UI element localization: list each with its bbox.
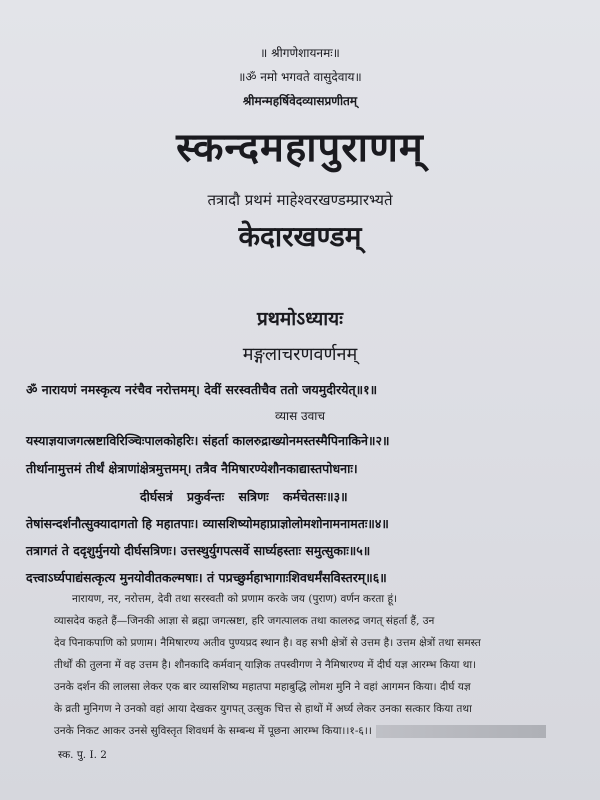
translation-line-5: उनके दर्शन की लालसा लेकर एक बार व्यासशिष्य महातपा महाबुद्धि लोमश मुनि ने वहां आगमन किया। दीर्घ यज्ञ xyxy=(54,681,471,693)
khanda-title: केदारखण्डम् xyxy=(238,220,362,253)
verse-3a: तीर्थानामुत्तमं तीर्थं क्षेत्राणांक्षेत्रमुत्तमम्। तत्रैव नैमिषारण्येशौनकाद्यास्तपोधनाः। xyxy=(26,461,358,476)
translation-line-6: के व्रती मुनिगण ने उनको वहां आया देखकर युगपत् उत्सुक चित्त से हाथों में अर्घ्य लेकर उनका सत्कार किया तथा xyxy=(54,703,472,715)
translation-line-7 xyxy=(54,724,546,738)
translation-line-2: व्यासदेव कहते हैं—जिनकी आज्ञा से ब्रह्मा जगत्स्रष्टा, हरि जगत्पालक तथा कालरुद्र जगत् संहर्ता हैं, उन xyxy=(54,615,435,627)
translation-line-7-text: उनके निकट आकर उनसे सुविस्तृत शिवधर्म के सम्बन्ध में पूछना आरम्भ किया।।१-६।। xyxy=(54,725,372,737)
translation-line-1: नारायण, नर, नरोत्तम, देवी तथा सरस्वती को प्रणाम करके जय (पुराण) वर्णन करता हूं। xyxy=(72,593,397,605)
attribution-line: श्रीमन्महर्षिवेदव्यासप्रणीतम् xyxy=(242,94,358,108)
verse-1: ॐ नारायणं नमस्कृत्य नरंचैव नरोत्तमम्। देवीं सरस्वतीचैव ततो जयमुदीरयेत्॥१॥ xyxy=(26,382,378,397)
speaker-line: व्यास उवाच xyxy=(274,409,326,423)
main-title: स्कन्दमहापुराणम् xyxy=(176,124,424,171)
verse-5: तत्रागतं ते ददृशुर्मुनयो दीर्घसत्रिणः। उत्तस्थुर्युगपत्सर्वे सार्घ्यहस्ताः समुत्सुकाः॥५॥ xyxy=(26,543,371,558)
verse-3b: दीर्घसत्रं प्रकुर्वन्तः सत्रिणः कर्मचेतसः॥३॥ xyxy=(140,489,348,504)
translation-line-3: देव पिनाकपाणि को प्रणाम। नैमिषारण्य अतीव पुण्यप्रद स्थान है। वह सभी क्षेत्रों से उत्तम है। उत्तम क्षेत्रों तथा समस्त xyxy=(54,637,481,649)
section-title: मङ्गलाचरणवर्णनम् xyxy=(242,344,358,365)
verse-6: दत्त्वाऽर्घ्यपाद्यंसत्कृत्य मुनयोवीतकल्मषाः। तं पप्रच्छुर्महाभागाःशिवधर्मंसविस्तरम्॥६॥ xyxy=(26,570,387,585)
line-placeholder xyxy=(376,725,546,738)
verse-2: यस्याज्ञयाजगत्स्रष्टाविरिञ्चिःपालकोहरिः। संहर्ता कालरुद्राख्योनमस्तस्मैपिनाकिने॥२॥ xyxy=(26,433,390,448)
folio-mark: स्क. पु. I. 2 xyxy=(58,749,107,761)
subtitle: तत्रादौ प्रथमं माहेश्वरखण्डम्प्रारभ्यते xyxy=(207,191,393,209)
invocation-ganesha: ॥ श्रीगणेशायनमः॥ xyxy=(260,46,340,60)
invocation-vasudeva: ॥ॐ नमो भगवते वासुदेवाय॥ xyxy=(238,70,362,84)
chapter-title: प्रथमोऽध्यायः xyxy=(256,308,344,330)
verse-4: तेषांसन्दर्शनौत्सुक्यादागतो हि महातपाः। व्यासशिष्योमहाप्राज्ञोलोमशोनामनामतः॥४॥ xyxy=(26,516,389,531)
translation-line-4: तीर्थों की तुलना में वह उत्तम है। शौनकादि कर्मवान् याज्ञिक तपस्वीगण ने नैमिषारण्य में दीर्घ यज्ञ आरम्भ किया था। xyxy=(54,659,477,671)
